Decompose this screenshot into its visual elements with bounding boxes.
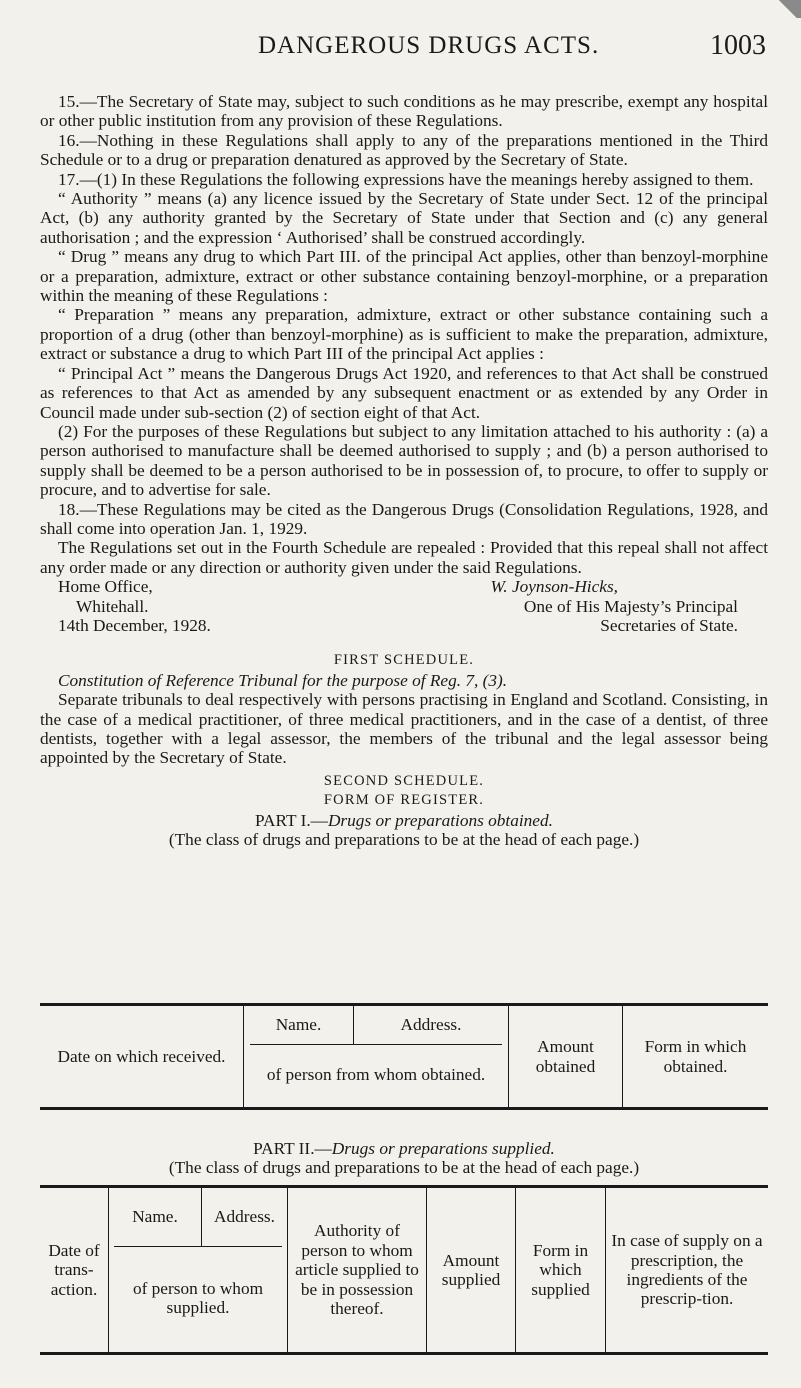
part1-note: (The class of drugs and preparations to be at the head of each page.) (168, 830, 640, 850)
paragraph-16: 16.—Nothing in these Regulations shall apply to any of the preparations mentioned in the Third Schedule or to a drug or preparation denatured as approved by the Secretary of State. (40, 130, 768, 170)
first-schedule-heading: FIRST SCHEDULE. (333, 652, 475, 669)
col-date-transaction: Date of trans-action. (48, 1240, 100, 1299)
part2-note: (The class of drugs and preparations to be at the head of each page.) (168, 1158, 640, 1178)
second-schedule-heading: SECOND SCHEDULE. (323, 772, 485, 789)
col-amount-supplied: Amount supplied (441, 1250, 501, 1289)
part2-title-italic: Drugs or preparations supplied. (331, 1139, 555, 1158)
form-of-register-heading: FORM OF REGISTER. (323, 792, 485, 809)
table-header-part1 (40, 1006, 768, 1107)
regulations-text (40, 92, 768, 849)
signatory-office: Secretaries of State. (600, 615, 738, 635)
signature-office: Home Office, (58, 577, 153, 597)
part1-title-prefix: PART I.— (255, 810, 328, 830)
signatory-name: W. Joynson-Hicks, (490, 577, 618, 597)
paragraph-17-1: 17.—(1) In these Regulations the following expressions have the meanings hereby assigned to them. (58, 169, 754, 189)
col-date-received: Date on which received. (57, 1046, 226, 1066)
signature-left (40, 577, 404, 635)
table-rule (40, 1352, 768, 1355)
first-schedule-text: Separate tribunals to deal respectively with persons practising in England and Scotland. Consisting, in the case of a medical practitioner, of three medical practitioners, and in the case of a dentist, of three dentists, together with a legal assessor, the members of the tribunal and the legal assessor being appointed by the Secretary of State. (40, 690, 768, 768)
col-prescription-ingredients: In case of supply on a prescription, the ingredients of the prescrip-tion. (611, 1231, 763, 1309)
col-name: Name. (132, 1207, 178, 1227)
col-name: Name. (275, 1015, 322, 1035)
register-table-part1 (40, 1003, 768, 1110)
signature-block (40, 577, 768, 635)
col-address: Address. (400, 1015, 462, 1035)
header-subrule (250, 1044, 502, 1045)
signature-place: Whitehall. (76, 596, 149, 616)
paragraph-18: 18.—These Regulations may be cited as the Dangerous Drugs (Consolidation Regulations, 1928, and shall come into operation Jan. 1, 1929. (40, 499, 768, 538)
col-address: Address. (214, 1207, 275, 1227)
signature-date: 14th December, 1928. (58, 615, 211, 635)
col-authority: Authority of person to whom article supplied to be in possession thereof. (295, 1221, 419, 1319)
first-schedule-subtitle: Constitution of Reference Tribunal for the purpose of Reg. 7, (3). (58, 670, 508, 690)
col-amount-obtained: Amount obtained (535, 1037, 596, 1076)
definition-drug: “ Drug ” means any drug to which Part III. of the principal Act applies, other than benzoyl-morphine or a preparation, admixture, extract or other substance containing benzoyl-morphine, or a preparation within the meaning of these Regulations : (40, 247, 768, 306)
part2-title-prefix: PART II.— (253, 1139, 332, 1158)
signatory-title: One of His Majesty’s Principal (523, 596, 738, 616)
page-corner-fold (775, 0, 801, 18)
table-rule (40, 1107, 768, 1110)
paragraph-15: 15.—The Secretary of State may, subject to such conditions as he may prescribe, exempt any hospital or other public institution from any provision of these Regulations. (40, 92, 768, 131)
part1-title (40, 811, 768, 830)
part2-title (40, 1139, 768, 1158)
col-form-supplied: Form in which supplied (531, 1240, 590, 1299)
register-table-part2 (40, 1185, 768, 1355)
running-title: DANGEROUS DRUGS ACTS. (258, 32, 600, 59)
column-divider (287, 1188, 288, 1352)
definition-authority: “ Authority ” means (a) any licence issued by the Secretary of State under Sect. 12 of the principal Act, (b) any authority granted by the Secretary of State under that Section and (c) any general authorisation ; and the expression ‘ Authorised’ shall be construed accordingly. (40, 189, 768, 247)
definition-principal-act: “ Principal Act ” means the Dangerous Drugs Act 1920, and references to that Act shall be construed as references to that Act as amended by any subsequent enactment or as extended by any Order in Council made under sub-section (2) of section eight of that Act. (40, 363, 768, 422)
col-form-obtained: Form in which obtained. (644, 1037, 747, 1076)
page-header (0, 14, 801, 61)
table-header-part2 (40, 1188, 768, 1352)
definition-preparation: “ Preparation ” means any preparation, admixture, extract or other substance containing such a proportion of a drug (other than benzoyl-morphine) as is sufficient to make the preparation, admixture, extract or substance a drug to which Part III of the principal Act applies : (40, 305, 768, 364)
paragraph-17-2: (2) For the purposes of these Regulations but subject to any limitation attached to his authority : (a) a person authorised to manufacture shall be deemed authorised to supply ; and (b) a person authorised to supply shall be deemed to be a person authorised to be in possession of, to procure, to offer to supply or procure, and to advertise for sale. (40, 421, 768, 500)
signature-right (404, 577, 768, 635)
part1-title-italic: Drugs or preparations obtained. (327, 810, 553, 830)
col-person-from-whom: of person from whom obtained. (266, 1065, 486, 1085)
part2-heading-block (40, 1139, 768, 1178)
col-person-to-whom: of person to whom supplied. (132, 1278, 264, 1317)
repeal-paragraph: The Regulations set out in the Fourth Schedule are repealed : Provided that this repeal shall not affect any order made or any direction or authority given under the said Regulations. (40, 538, 768, 577)
header-subrule (114, 1246, 282, 1247)
page-number: 1003 (710, 30, 766, 61)
